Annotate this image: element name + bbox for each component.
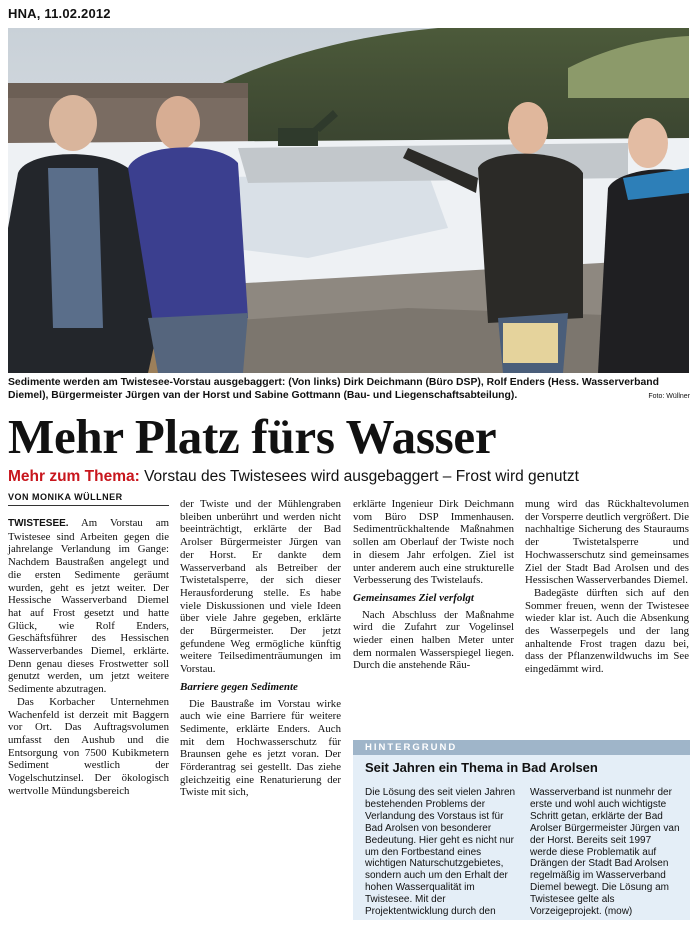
caption-text: Sedimente werden am Twistesee-Vorstau ausgebaggert: (Von links) Dirk Deichmann (Büro DSP), Rolf Enders (Hess. Wasserverband Diemel), Bürgermeister Jürgen van der Horst und Sabine Gottmann (Bau- und Liegenschaftsabteilung). xyxy=(8,377,659,401)
kicker: Mehr zum Thema: xyxy=(8,468,140,485)
article-column-4 xyxy=(525,498,689,676)
photo-caption xyxy=(8,377,692,402)
sidebar-body: Die Lösung des seit vielen Jahren bestehenden Problems der Verlandung des Vorstaus ist für Bad Arolsen von besonderer Bedeutung. Hier geht es nicht nur um den Fortbestand eines wichtigen Naturschutzgebietes, sondern auch um den Erhalt der hohen Wasserqualität im Twistesee. Mit der Projektentwicklung durch den Wasserverband ist nunmehr der erste und wohl auch wichtigste Schritt getan, erklärte der Bad Arolser Bürgermeister Jürgen van der Horst. Bereits seit 1997 werde diese Problematik auf Drängen der Stadt Bad Arolsen regelmäßig im Wasserverband Diemel bewegt. Die Lösung am Twistesee gelte als Vorzeigeprojekt. (mow) xyxy=(365,787,680,918)
article-column-1 xyxy=(8,517,169,797)
paragraph-text: Am Vorstau am Twistesee sind Arbeiten gegen die jahrelange Verlandung im Gange: Nachdem Baustraßen angelegt und die ersten Sedimente geräumt wurden, geht es jetzt weiter. Der Hessische Wasserverband Diemel hat auf Frost gesetzt und hatte Glück, wie Rolf Enders, Geschäftsführer des Hessischen Wasserverbandes Diemel, erklärte. Denn genau dieses Frostwetter soll genutzt werden, um jetzt weitere Sedimente abzutragen. xyxy=(8,517,169,696)
intertitle: Barriere gegen Sedimente xyxy=(180,680,298,693)
article-column-2 xyxy=(180,498,341,799)
paragraph: der Twiste und der Mühlengraben bleiben unberührt und werden nicht beeinträchtigt, erklärte der Bad Arolser Bürgermeister Jürgen van der Horst. Er dankte dem Wasserverband als Betreiber der Twistetalsperre, der sich dieser Herausforderung stelle. Es habe viele Diskussionen und viele Ideen über viele Jahre gegeben, erklärte der Bürgermeister. Der jetzt gefundene Weg ermögliche künftig weitere Teilsedimenträumungen im Vorstau. xyxy=(180,498,341,676)
paragraph: Nach Abschluss der Maßnahme wird die Zufahrt zur Vogelinsel wieder einen halben Meter unter dem normalen Wasserspiegel liegen. Durch die anstehende Räu- xyxy=(353,608,514,672)
article-photo xyxy=(8,28,689,373)
photo-credit: Foto: Wüllner xyxy=(648,393,690,400)
sidebar-title: Seit Jahren ein Thema in Bad Arolsen xyxy=(365,760,598,775)
paragraph: erklärte Ingenieur Dirk Deichmann vom Büro DSP Immenhausen. Sedimentrückhaltende Maßnahmen sollen am Oberlauf der Twiste noch in diesem Jahr erfolgen. Ziel ist unter anderem auch eine strukturelle Verbesserung des Twistelaufs. xyxy=(353,498,514,587)
headline: Mehr Platz fürs Wasser xyxy=(8,409,497,464)
paragraph: Die Baustraße im Vorstau wirke auch wie eine Barriere für weitere Sedimente, erklärte Enders. Auch mit dem Hochwasserschutz für Braunsen gehe es jetzt voran. Der Förderantrag sei gestellt. Das ziehe gleichzeitig eine Renaturierung der Twiste mit sich, xyxy=(180,697,341,799)
paragraph: Das Korbacher Unternehmen Wachenfeld ist derzeit mit Baggern vor Ort. Das Auftragsvolumen umfasst den Aushub und die Entsorgung von 7500 Kubikmetern Sediment westlich der Vogelschutzinsel. Der ökologisch wertvolle Mündungsbereich xyxy=(8,695,169,797)
subheadline-text: Vorstau des Twistesees wird ausgebaggert – Frost wird genutzt xyxy=(144,468,579,485)
paragraph xyxy=(8,517,169,696)
article-column-3 xyxy=(353,498,514,672)
intertitle: Gemeinsames Ziel verfolgt xyxy=(353,591,474,604)
dateline: TWISTESEE. xyxy=(8,518,69,529)
paragraph: Badegäste dürften sich auf den Sommer freuen, wenn der Twistesee wieder klar ist. Auch die Absenkung des Wasserpegels und der lang anhaltende Frost tragen dazu bei, dass der Pflanzenwildwuchs im See eingedämmt wird. xyxy=(525,586,689,676)
paragraph: mung wird das Rückhaltevolumen der Vorsperre deutlich vergrößert. Die nachhaltige Sicherung des Stauraums der Twistetalsperre und Hochwasserschutz sind gemeinsames Ziel der Stadt Bad Arolsen und des Hessischen Wasserverbandes Diemel. xyxy=(525,498,689,587)
byline: VON MONIKA WÜLLNER xyxy=(8,492,169,506)
subheadline xyxy=(8,468,579,486)
background-sidebar xyxy=(353,740,690,920)
sidebar-label: HINTERGRUND xyxy=(353,740,690,755)
source-date-line: HNA, 11.02.2012 xyxy=(8,6,111,21)
